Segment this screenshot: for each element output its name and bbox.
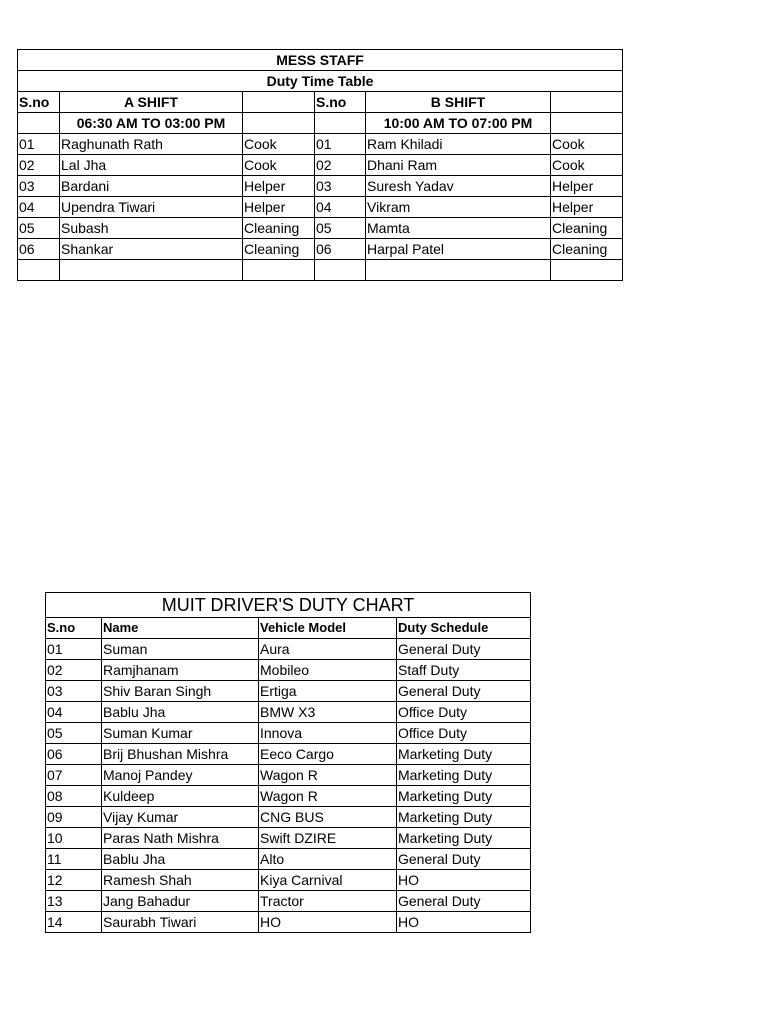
driver-sno: 05 [46,723,102,744]
mess-name-a: Subash [60,218,243,239]
mess-role-b: Cook [551,134,623,155]
driver-row [46,807,531,828]
driver-header-vehicle: Vehicle Model [259,618,397,639]
mess-time-empty-a [18,113,60,134]
driver-name: Shiv Baran Singh [102,681,259,702]
mess-row [18,197,623,218]
mess-time-a: 06:30 AM TO 03:00 PM [60,113,243,134]
mess-sno-b: 05 [315,218,366,239]
driver-vehicle: Ertiga [259,681,397,702]
mess-sno-a: 02 [18,155,60,176]
mess-role-b: Helper [551,176,623,197]
mess-header-empty-a [243,92,315,113]
driver-header-duty: Duty Schedule [397,618,531,639]
mess-name-b: Suresh Yadav [366,176,551,197]
mess-name-b: Harpal Patel [366,239,551,260]
driver-duty: General Duty [397,891,531,912]
mess-role-b: Cleaning [551,239,623,260]
mess-row [18,239,623,260]
driver-sno: 10 [46,828,102,849]
driver-vehicle: Alto [259,849,397,870]
mess-staff-table [17,49,623,281]
mess-title: MESS STAFF [18,50,623,71]
mess-row [18,176,623,197]
mess-empty-cell [60,260,243,281]
mess-time-empty-b2 [551,113,623,134]
driver-name: Brij Bhushan Mishra [102,744,259,765]
driver-row [46,828,531,849]
mess-sno-a: 01 [18,134,60,155]
driver-name: Suman Kumar [102,723,259,744]
driver-vehicle: Swift DZIRE [259,828,397,849]
mess-time-empty-a2 [243,113,315,134]
mess-name-a: Upendra Tiwari [60,197,243,218]
driver-name: Paras Nath Mishra [102,828,259,849]
driver-sno: 04 [46,702,102,723]
mess-empty-cell [243,260,315,281]
driver-duty-table [45,592,531,933]
driver-row [46,660,531,681]
driver-vehicle: CNG BUS [259,807,397,828]
mess-role-b: Cook [551,155,623,176]
driver-row [46,786,531,807]
mess-sno-a: 05 [18,218,60,239]
driver-header-name: Name [102,618,259,639]
driver-name: Manoj Pandey [102,765,259,786]
driver-duty: Marketing Duty [397,828,531,849]
mess-sno-b: 06 [315,239,366,260]
driver-name: Vijay Kumar [102,807,259,828]
driver-sno: 09 [46,807,102,828]
driver-sno: 14 [46,912,102,933]
mess-name-b: Mamta [366,218,551,239]
mess-header-sno-a: S.no [18,92,60,113]
driver-duty: Marketing Duty [397,786,531,807]
mess-time-empty-b [315,113,366,134]
mess-sno-b: 01 [315,134,366,155]
driver-vehicle: Mobileo [259,660,397,681]
driver-row [46,912,531,933]
mess-row [18,155,623,176]
driver-vehicle: BMW X3 [259,702,397,723]
mess-name-b: Vikram [366,197,551,218]
mess-role-a: Helper [243,197,315,218]
mess-empty-row [18,260,623,281]
driver-vehicle: Tractor [259,891,397,912]
driver-vehicle: Aura [259,639,397,660]
driver-name: Bablu Jha [102,702,259,723]
driver-duty: Office Duty [397,702,531,723]
mess-row [18,134,623,155]
driver-sno: 01 [46,639,102,660]
driver-vehicle: Wagon R [259,786,397,807]
driver-name: Saurabh Tiwari [102,912,259,933]
mess-sno-a: 03 [18,176,60,197]
mess-sno-a: 04 [18,197,60,218]
driver-vehicle: Innova [259,723,397,744]
mess-time-b: 10:00 AM TO 07:00 PM [366,113,551,134]
mess-role-a: Cook [243,155,315,176]
mess-name-b: Ram Khiladi [366,134,551,155]
driver-name: Ramesh Shah [102,870,259,891]
driver-sno: 13 [46,891,102,912]
driver-sno: 11 [46,849,102,870]
mess-header-shift-a: A SHIFT [60,92,243,113]
driver-duty: Marketing Duty [397,807,531,828]
mess-sno-b: 03 [315,176,366,197]
driver-header-sno: S.no [46,618,102,639]
mess-header-empty-b [551,92,623,113]
mess-row [18,218,623,239]
driver-row [46,723,531,744]
driver-name: Suman [102,639,259,660]
mess-empty-cell [551,260,623,281]
mess-role-b: Helper [551,197,623,218]
driver-duty: Marketing Duty [397,744,531,765]
driver-row [46,681,531,702]
mess-role-a: Cleaning [243,218,315,239]
driver-duty: HO [397,870,531,891]
driver-name: Ramjhanam [102,660,259,681]
mess-sno-b: 02 [315,155,366,176]
driver-duty: Office Duty [397,723,531,744]
driver-sno: 03 [46,681,102,702]
mess-header-sno-b: S.no [315,92,366,113]
driver-vehicle: Wagon R [259,765,397,786]
driver-name: Kuldeep [102,786,259,807]
driver-sno: 07 [46,765,102,786]
driver-row [46,891,531,912]
mess-empty-cell [315,260,366,281]
mess-name-a: Lal Jha [60,155,243,176]
driver-duty: General Duty [397,639,531,660]
driver-duty: General Duty [397,681,531,702]
mess-sno-b: 04 [315,197,366,218]
mess-role-a: Helper [243,176,315,197]
driver-duty: HO [397,912,531,933]
driver-row [46,639,531,660]
mess-role-b: Cleaning [551,218,623,239]
driver-row [46,870,531,891]
mess-name-b: Dhani Ram [366,155,551,176]
driver-name: Jang Bahadur [102,891,259,912]
mess-sno-a: 06 [18,239,60,260]
driver-row [46,744,531,765]
driver-name: Bablu Jha [102,849,259,870]
mess-header-shift-b: B SHIFT [366,92,551,113]
driver-sno: 12 [46,870,102,891]
mess-role-a: Cleaning [243,239,315,260]
driver-sno: 06 [46,744,102,765]
driver-vehicle: Eeco Cargo [259,744,397,765]
driver-title: MUIT DRIVER'S DUTY CHART [46,593,531,618]
mess-name-a: Raghunath Rath [60,134,243,155]
driver-sno: 08 [46,786,102,807]
driver-vehicle: HO [259,912,397,933]
mess-empty-cell [18,260,60,281]
driver-row [46,849,531,870]
driver-duty: Marketing Duty [397,765,531,786]
driver-row [46,765,531,786]
driver-duty: General Duty [397,849,531,870]
driver-duty: Staff Duty [397,660,531,681]
mess-empty-cell [366,260,551,281]
driver-vehicle: Kiya Carnival [259,870,397,891]
driver-row [46,702,531,723]
driver-sno: 02 [46,660,102,681]
mess-name-a: Bardani [60,176,243,197]
mess-subtitle: Duty Time Table [18,71,623,92]
mess-role-a: Cook [243,134,315,155]
mess-name-a: Shankar [60,239,243,260]
